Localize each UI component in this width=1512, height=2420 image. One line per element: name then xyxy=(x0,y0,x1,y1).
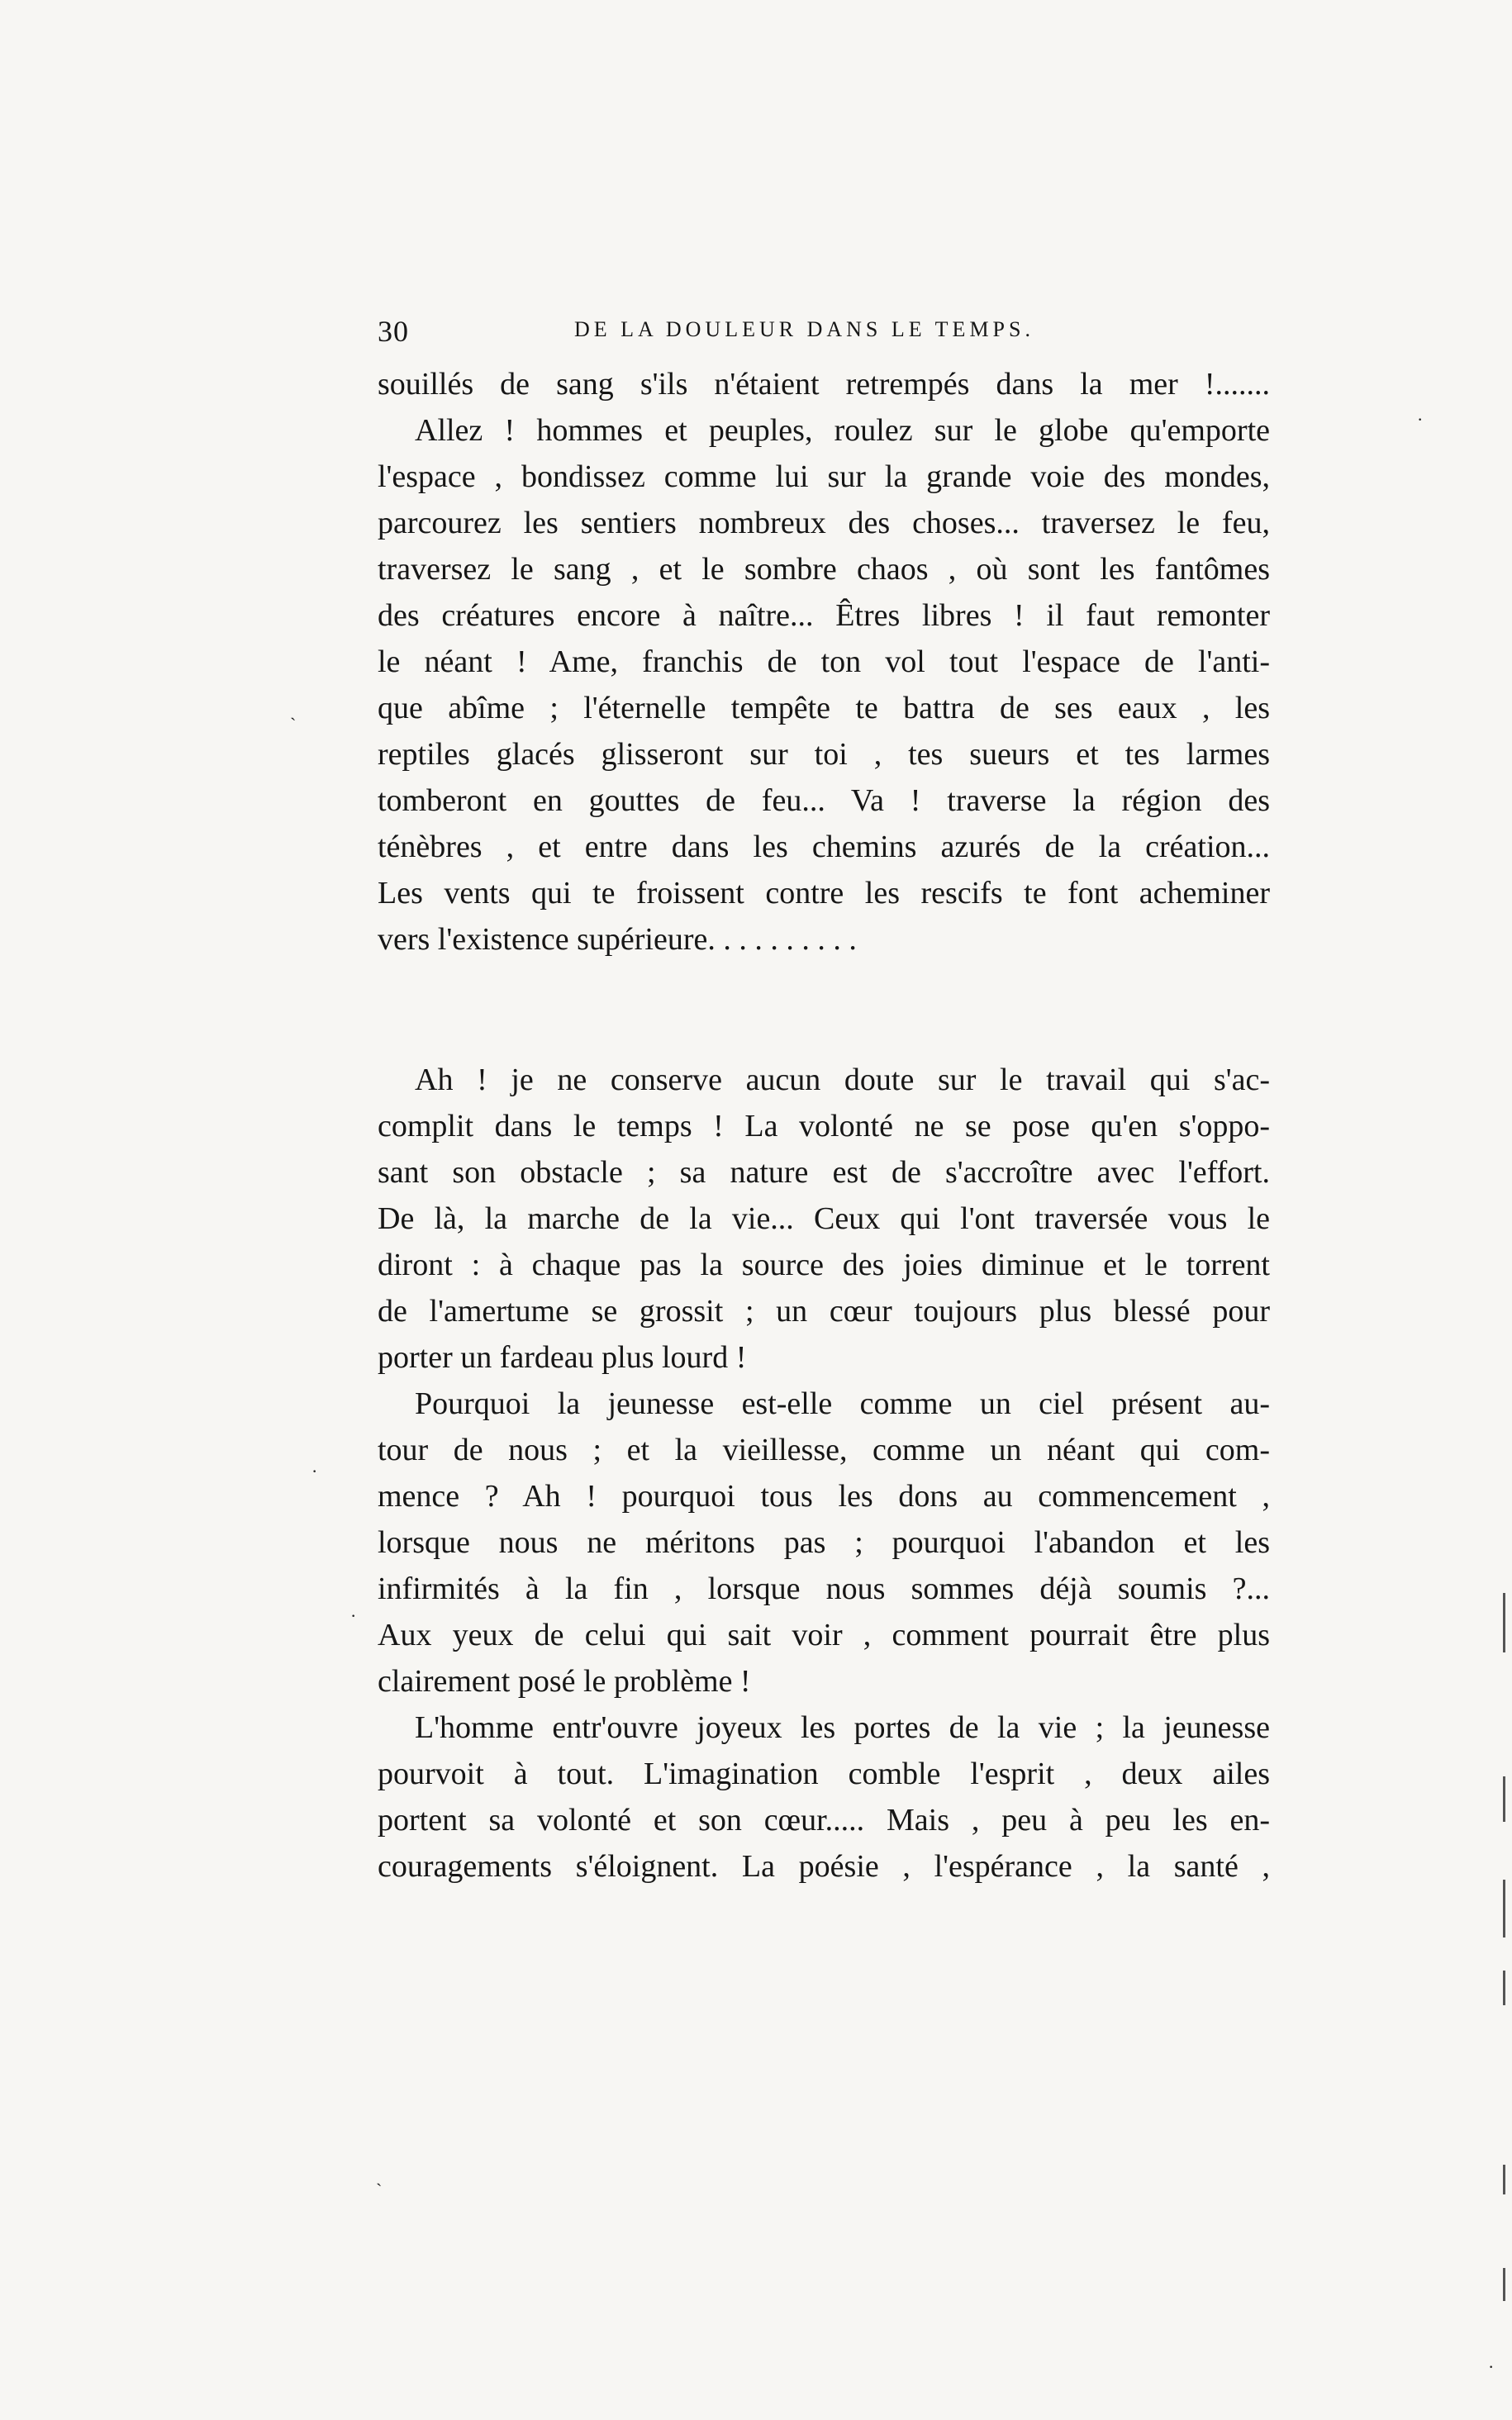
margin-speck: · xyxy=(311,1461,318,1481)
text-line: porter un fardeau plus lourd ! xyxy=(378,1340,747,1375)
page-edge-mark xyxy=(1503,1776,1505,1822)
text-line: Ah ! je ne conserve aucun doute sur le travail qui s'ac- xyxy=(415,1063,1270,1097)
text-line: ténèbres , et entre dans les chemins azurés de la création... xyxy=(378,830,1270,864)
text-line: tour de nous ; et la vieillesse, comme un néant qui com- xyxy=(378,1433,1270,1467)
margin-speck: ˋ xyxy=(290,714,297,735)
text-line: De là, la marche de la vie... Ceux qui l'ont traversée vous le xyxy=(378,1201,1270,1236)
text-line: infirmités à la fin , lorsque nous sommes déjà soumis ?... xyxy=(378,1571,1270,1606)
text-line: pourvoit à tout. L'imagination comble l'esprit , deux ailes xyxy=(378,1757,1270,1791)
text-line: L'homme entr'ouvre joyeux les portes de la vie ; la jeunesse xyxy=(415,1710,1270,1745)
text-line: Les vents qui te froissent contre les rescifs te font acheminer xyxy=(378,876,1270,910)
text-line: sant son obstacle ; sa nature est de s'accroître avec l'effort. xyxy=(378,1155,1270,1190)
text-line: traversez le sang , et le sombre chaos , où sont les fantômes xyxy=(378,552,1270,587)
text-line: parcourez les sentiers nombreux des choses... traversez le feu, xyxy=(378,506,1270,540)
text-line: le néant ! Ame, franchis de ton vol tout l'espace de l'anti- xyxy=(378,644,1270,679)
text-line: souillés de sang s'ils n'étaient retrempés dans la mer !....... xyxy=(378,367,1270,402)
text-line: Allez ! hommes et peuples, roulez sur le globe qu'emporte xyxy=(415,413,1270,448)
text-line: Aux yeux de celui qui sait voir , comment pourrait être plus xyxy=(378,1618,1270,1652)
text-line: des créatures encore à naître... Êtres libres ! il faut remonter xyxy=(378,598,1270,633)
text-line: de l'amertume se grossit ; un cœur toujours plus blessé pour xyxy=(378,1294,1270,1329)
page-edge-mark xyxy=(1503,1971,1505,2005)
text-line: l'espace , bondissez comme lui sur la grande voie des mondes, xyxy=(378,459,1270,494)
margin-speck: · xyxy=(1488,2356,1495,2377)
text-line: couragements s'éloignent. La poésie , l'espérance , la santé , xyxy=(378,1849,1270,1884)
text-line: clairement posé le problème ! xyxy=(378,1664,751,1699)
page-edge-mark xyxy=(1503,2165,1505,2194)
page-edge-mark xyxy=(1503,2268,1505,2301)
text-line: reptiles glacés glisseront sur toi , tes sueurs et tes larmes xyxy=(378,737,1270,772)
page-edge-mark xyxy=(1503,1880,1505,1937)
page-edge-mark xyxy=(1503,1593,1505,1652)
margin-speck: ˋ xyxy=(376,2180,383,2200)
text-line: portent sa volonté et son cœur..... Mais , peu à peu les en- xyxy=(378,1803,1270,1838)
page-number: 30 xyxy=(378,315,409,348)
text-line: tomberont en gouttes de feu... Va ! traverse la région des xyxy=(378,783,1270,818)
text-line: lorsque nous ne méritons pas ; pourquoi l'abandon et les xyxy=(378,1525,1270,1560)
text-line: vers l'existence supérieure. . . . . . . . . . xyxy=(378,922,857,957)
text-line: mence ? Ah ! pourquoi tous les dons au commencement , xyxy=(378,1479,1270,1514)
margin-speck: · xyxy=(350,1605,357,1626)
margin-speck: · xyxy=(1417,409,1424,430)
text-line: diront : à chaque pas la source des joies diminue et le torrent xyxy=(378,1248,1270,1282)
page-header xyxy=(378,314,1270,355)
text-line: complit dans le temps ! La volonté ne se pose qu'en s'oppo- xyxy=(378,1109,1270,1143)
text-line: Pourquoi la jeunesse est-elle comme un ciel présent au- xyxy=(415,1386,1270,1421)
running-title: DE LA DOULEUR DANS LE TEMPS. xyxy=(574,317,1034,341)
text-line: que abîme ; l'éternelle tempête te battra de ses eaux , les xyxy=(378,691,1270,725)
